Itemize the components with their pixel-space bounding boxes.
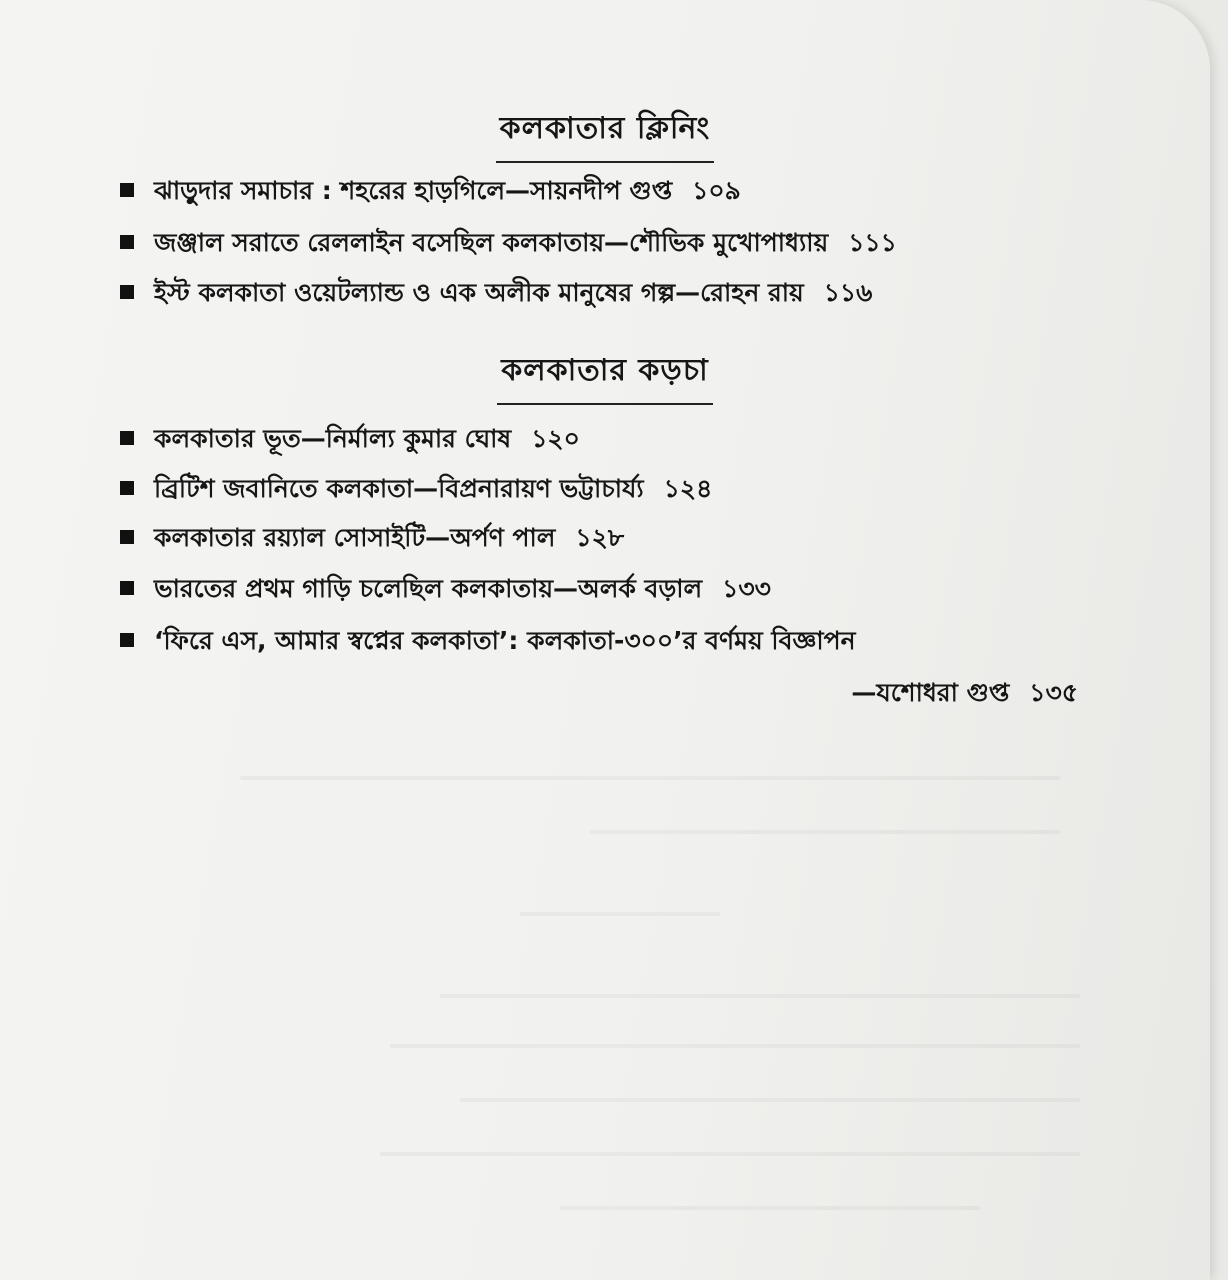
entry-text: ইস্ট কলকাতা ওয়েটল্যান্ড ও এক অলীক মানুষের গল্প—রোহন রায় [154, 278, 804, 307]
show-through-line [590, 830, 1060, 834]
entry-text: ‘ফিরে এস, আমার স্বপ্নের কলকাতা’: কলকাতা-৩০০’র বর্ণময় বিজ্ঞাপন [154, 626, 856, 655]
toc-entry-continuation [851, 676, 1078, 710]
square-bullet-icon [120, 581, 134, 595]
square-bullet-icon [120, 285, 134, 299]
show-through-line [520, 912, 720, 916]
page-number: ১১৬ [823, 278, 873, 307]
toc-entry [120, 572, 771, 606]
show-through-line [240, 776, 1060, 780]
section-heading [0, 346, 1210, 405]
toc-entry [120, 174, 741, 208]
show-through-line [390, 1044, 1080, 1048]
entry-text: কলকাতার রয়্যাল সোসাইটি—অর্পণ পাল [154, 523, 556, 552]
section-heading [0, 104, 1210, 163]
toc-entry [120, 422, 580, 456]
page-number: ১১১ [848, 228, 897, 257]
entry-text: ঝাড়ুদার সমাচার : শহরের হাড়গিলে—সায়নদীপ গুপ্ত [154, 176, 673, 205]
toc-entry [120, 276, 872, 310]
square-bullet-icon [120, 235, 134, 249]
page-number: ১২০ [531, 424, 580, 453]
toc-entry [120, 521, 624, 555]
square-bullet-icon [120, 633, 134, 647]
page-number: ১২৮ [575, 523, 625, 552]
section-title: কলকাতার ক্লিনিং [496, 104, 715, 163]
toc-entry [120, 226, 897, 260]
section-title: কলকাতার কড়চা [497, 346, 712, 405]
page-number: ১০৯ [692, 176, 741, 205]
page-number: ১৩৩ [722, 574, 771, 603]
show-through-line [460, 1098, 1080, 1102]
show-through-line [380, 1152, 1080, 1156]
entry-text: ব্রিটিশ জবানিতে কলকাতা—বিপ্রনারায়ণ ভট্টাচার্য্য [154, 474, 644, 503]
toc-entry [120, 624, 856, 658]
entry-text: কলকাতার ভূত—নির্মাল্য কুমার ঘোষ [154, 424, 512, 453]
square-bullet-icon [120, 431, 134, 445]
square-bullet-icon [120, 183, 134, 197]
entry-text: জঞ্জাল সরাতে রেললাইন বসেছিল কলকাতায়—শৌভিক মুখোপাধ্যায় [154, 228, 829, 257]
entry-text: ভারতের প্রথম গাড়ি চলেছিল কলকাতায়—অলর্ক বড়াল [154, 574, 703, 603]
toc-entry [120, 472, 712, 506]
square-bullet-icon [120, 530, 134, 544]
show-through-line [560, 1206, 980, 1210]
page-number: ১২৪ [663, 474, 713, 503]
square-bullet-icon [120, 481, 134, 495]
entry-author: —যশোধরা গুপ্ত [851, 678, 1010, 707]
show-through-line [440, 994, 1080, 998]
page-number: ১৩৫ [1029, 678, 1078, 707]
